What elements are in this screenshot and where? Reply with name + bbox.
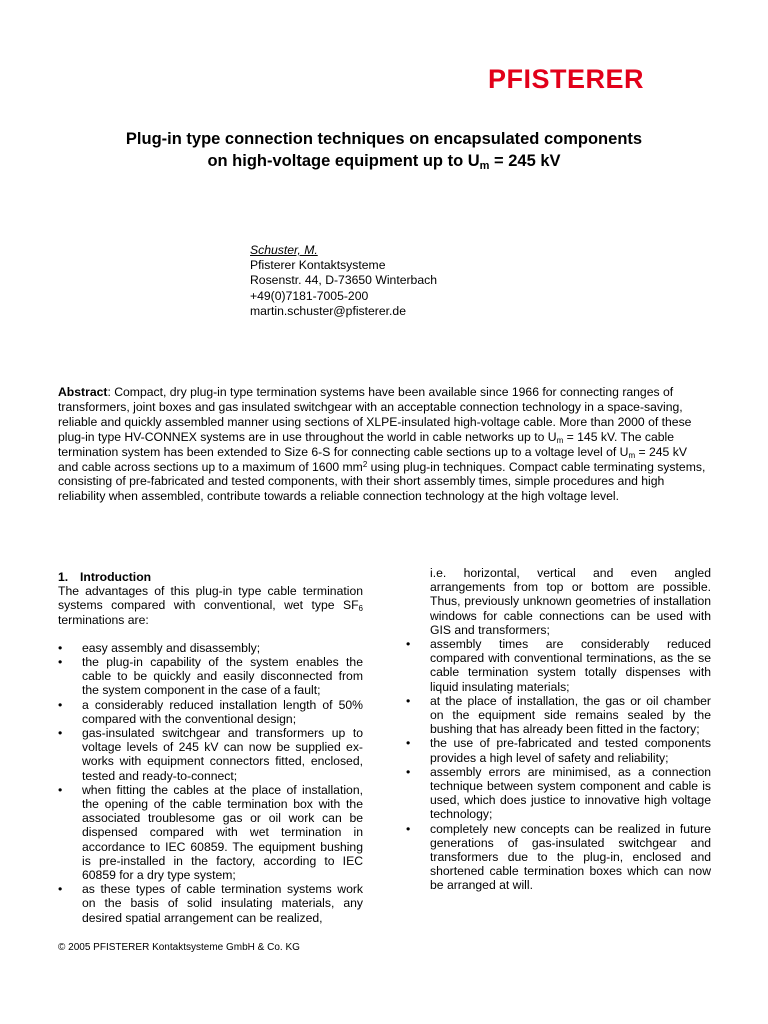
list-item-text: a considerably reduced installation length of 50% compared with the conventional design; <box>82 697 363 726</box>
author-phone: +49(0)7181-7005-200 <box>250 288 369 303</box>
bullet-icon: • <box>58 782 63 797</box>
document-title <box>0 128 768 172</box>
advantages-list-right <box>406 637 711 893</box>
list-item-text: completely new concepts can be realized in future generations of gas-insulated switchgear and transformers due to the plug-in, enclosed and shortened cable termination boxes which can now be arranged at will. <box>430 821 711 893</box>
section-heading: 1. Introduction <box>58 570 152 584</box>
list-item-text: as these types of cable termination systems work on the basis of solid insulating materials, any desired spatial arrangement can be realized, <box>82 882 363 925</box>
bullet-icon: • <box>58 697 63 712</box>
title-line-1: Plug-in type connection techniques on encapsulated components <box>125 130 643 148</box>
author-email[interactable]: martin.schuster@pfisterer.de <box>250 303 406 318</box>
list-item-text: at the place of installation, the gas or oil chamber on the equipment side remains sealed by the bushing that has already been fitted in the factory; <box>430 693 711 737</box>
author-block <box>250 243 437 319</box>
list-item <box>58 726 363 783</box>
bullet-icon: • <box>406 637 411 652</box>
bullet-icon: • <box>58 640 63 655</box>
list-item-text: easy assembly and disassembly; <box>82 640 261 655</box>
list-item-text: assembly errors are minimised, as a connection technique between system component and cable is used, which does justice to innovative high voltage technology; <box>430 764 711 822</box>
left-column <box>58 570 363 925</box>
list-item-text: when fitting the cables at the place of installation, the opening of the cable termination box with the associated troublesome gas or oil work can be dispensed compared with wet termination in accordance to IEC 60859. The equipment bushing is pre-installed in the factory, according to IEC 60859 for a dry type system; <box>82 782 363 883</box>
list-item-text: the use of pre-fabricated and tested components provides a high level of safety and reliability; <box>430 736 711 765</box>
bullet-icon: • <box>406 736 411 751</box>
author-company: Pfisterer Kontaktsysteme <box>250 258 386 273</box>
list-item <box>406 765 711 822</box>
list-item <box>58 783 363 882</box>
bullet-icon: • <box>406 693 411 708</box>
bullet-icon: • <box>406 764 411 779</box>
author-address: Rosenstr. 44, D-73650 Winterbach <box>250 273 437 288</box>
list-item-text: assembly times are considerably reduced compared with conventional terminations, as the se cable termination system totally dispenses with liquid insulating materials; <box>430 637 711 694</box>
author-name: Schuster, M. <box>250 243 318 257</box>
list-item-text: the plug-in capability of the system enables the cable to be quickly and easily disconnected from the system component in the case of a fault; <box>82 655 363 698</box>
list-item <box>406 736 711 764</box>
right-column <box>406 566 711 893</box>
list-item <box>406 822 711 893</box>
list-item <box>58 641 363 655</box>
bullet-icon: • <box>58 882 63 897</box>
footer-copyright: © 2005 PFISTERER Kontaktsysteme GmbH & Co. KG <box>58 942 300 953</box>
list-item <box>406 694 711 737</box>
list-item-text: gas-insulated switchgear and transformers up to voltage levels of 245 kV can now be supplied ex-works with equipment connectors fitted, enclosed, tested and ready-to-connect; <box>82 726 363 783</box>
bullet-icon: • <box>58 726 63 741</box>
list-item <box>58 698 363 726</box>
advantages-list-left <box>58 641 363 925</box>
company-logo: PFISTERER <box>488 64 645 94</box>
list-continuation: i.e. horizontal, vertical and even angled arrangements from top or bottom are possible. Thus, previously unknown geometries of installation windows for cable connections can be used with GIS and transformers; <box>430 566 711 637</box>
intro-paragraph: The advantages of this plug-in type cable termination systems compared with conventional, wet type $SF_6$ terminations are: <box>58 584 363 627</box>
list-item <box>406 637 711 694</box>
abstract: Abstract: Compact, dry plug-in type termination systems have been available since 1966 for connecting ranges of transformers, joint boxes and gas insulated switchgear with an acceptable connection technology in a space-saving, reliable and quickly assembled manner using sections of XLPE-insulated high-voltage cable. More than 2000 of these plug-in type HV-CONNEX systems are in use throughout the world in cable networks up to $U_m = 145$ kV. The cable termination system has been extended to Size 6-S for connecting cable sections up to a voltage level of $U_m = 245$ kV and cable across sections up to a maximum of 1600 $mm^2$ using plug-in techniques. Compact cable terminating systems, consisting of pre-fabricated and tested components, with their short assembly times, simple procedures and high reliability when assembled, contribute towards a reliable connection technology at the high voltage level. <box>58 385 706 504</box>
abstract-label: Abstract <box>58 385 108 399</box>
bullet-icon: • <box>406 821 411 836</box>
title-line-2: on high-voltage equipment up to $U_m = 245$ kV <box>207 152 561 172</box>
list-item <box>58 882 363 925</box>
list-item <box>58 655 363 698</box>
bullet-icon: • <box>58 655 63 670</box>
